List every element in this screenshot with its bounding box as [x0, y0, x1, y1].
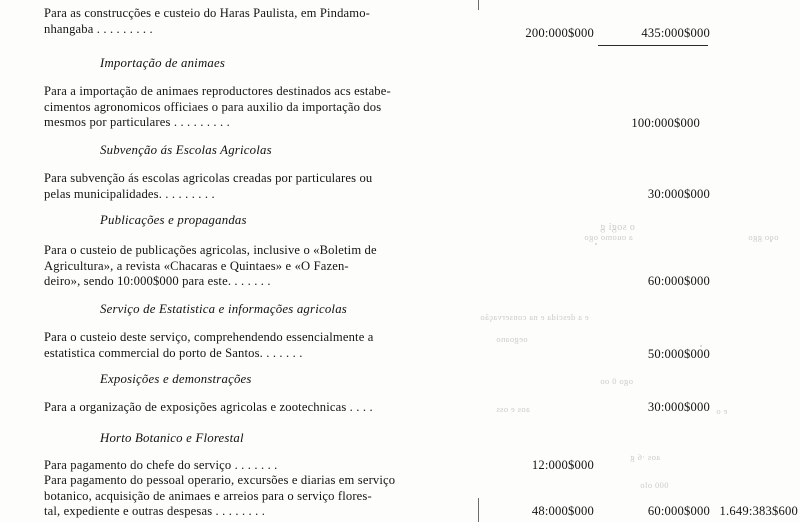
amount-col2: 30:000$000	[647, 187, 710, 201]
section-heading: Subvenção ás Escolas Agricolas	[100, 143, 272, 157]
entry-horto-chefe-text	[44, 458, 474, 474]
entry-line: botanico, acquisição de animaes e arreios para o serviço flores-	[44, 488, 372, 503]
section-heading: Horto Botanico e Florestal	[100, 431, 244, 445]
ghost-mark: ooo ggo	[748, 232, 779, 242]
entry-horto-pessoal-text	[44, 473, 474, 520]
entry-haras-paulista-text	[44, 6, 474, 37]
entry-line: Para o custeio de publicações agricolas, inclusive o «Boletim de	[44, 243, 377, 257]
entry-escolas-agricolas-text	[44, 171, 474, 202]
section-heading: Exposições e demonstrações	[100, 372, 252, 386]
section-heading: Importação de animaes	[100, 56, 226, 70]
section-heading: Serviço de Estatistica e informações agricolas	[100, 302, 347, 316]
ghost-mark: e o	[716, 406, 728, 416]
amount-col2: 60:000$000	[647, 504, 710, 518]
amount-col2: 60:000$000	[647, 274, 710, 288]
entry-estatistica-text	[44, 330, 474, 361]
column-rule	[478, 0, 479, 10]
entry-importacao-animaes-text	[44, 84, 474, 131]
entry-line: tal, expediente e outras despesas . . . . . . . .	[44, 504, 266, 519]
amount-col1: 200:000$000	[525, 26, 594, 40]
ghost-mark: 000 olo	[640, 480, 669, 490]
ghost-mark: ogo 0 oo	[600, 376, 633, 386]
amount-col2: 435:000$000	[641, 26, 710, 40]
entry-line: Para subvenção ás escolas agricolas creadas por particulares ou	[44, 171, 373, 185]
entry-line: Para as construcções e custeio do Haras Paulista, em Pindamo-	[44, 6, 371, 20]
paper-speck	[595, 243, 597, 245]
amount-underline	[598, 45, 708, 46]
entry-line: Para a importação de animaes reproductores destinados acs estabe-	[44, 84, 391, 98]
ghost-mark: o sogi g	[600, 222, 635, 233]
ghost-mark: a ouomo ogo	[584, 232, 633, 242]
entry-exposicoes-text	[44, 400, 474, 416]
entry-line: Para a organização de exposições agricolas e zootechnicas . . . .	[44, 400, 373, 414]
amount-col3: 1.649:383$600	[719, 504, 798, 518]
entry-line: deiro», sendo 10:000$000 para este. . . . . . .	[44, 274, 271, 289]
entry-line: mesmos por particulares . . . . . . . . .	[44, 115, 230, 130]
paper-speck	[770, 240, 772, 242]
entry-line: cimentos agronomicos officiaes o para auxilio da importação dos	[44, 99, 382, 114]
entry-line: pelas municipalidades. . . . . . . . .	[44, 186, 215, 201]
entry-line: Para pagamento do chefe do serviço . . . . . . .	[44, 458, 278, 472]
entry-line: estatistica commercial do porto de Santos. . . . . . .	[44, 345, 303, 360]
ghost-mark: aos ·6 g	[630, 452, 661, 462]
entry-publicacoes-text	[44, 243, 474, 290]
amount-col1: 48:000$000	[531, 504, 594, 518]
ghost-mark: e a descida e na conservação	[480, 312, 589, 322]
column-rule	[478, 498, 479, 522]
entry-line: Para pagamento do pessoal operario, excursões e diarias em serviço	[44, 473, 396, 487]
ghost-mark: oegoano	[496, 334, 528, 344]
entry-line: Para o custeio deste serviço, comprehendendo essencialmente a	[44, 330, 374, 344]
ghost-mark: aos e oss	[496, 404, 530, 414]
section-heading: Publicações e propagandas	[100, 213, 247, 227]
entry-line: nhangaba . . . . . . . . .	[44, 21, 153, 36]
amount-col2: 30:000$000	[647, 400, 710, 414]
amount-col1: 12:000$000	[531, 458, 594, 472]
amount-col2: 50:000$000	[647, 347, 710, 361]
amount-col2: 100:000$000	[631, 116, 700, 130]
entry-line: Agricultura», a revista «Chacaras e Quintaes» e «O Fazen-	[44, 258, 349, 273]
